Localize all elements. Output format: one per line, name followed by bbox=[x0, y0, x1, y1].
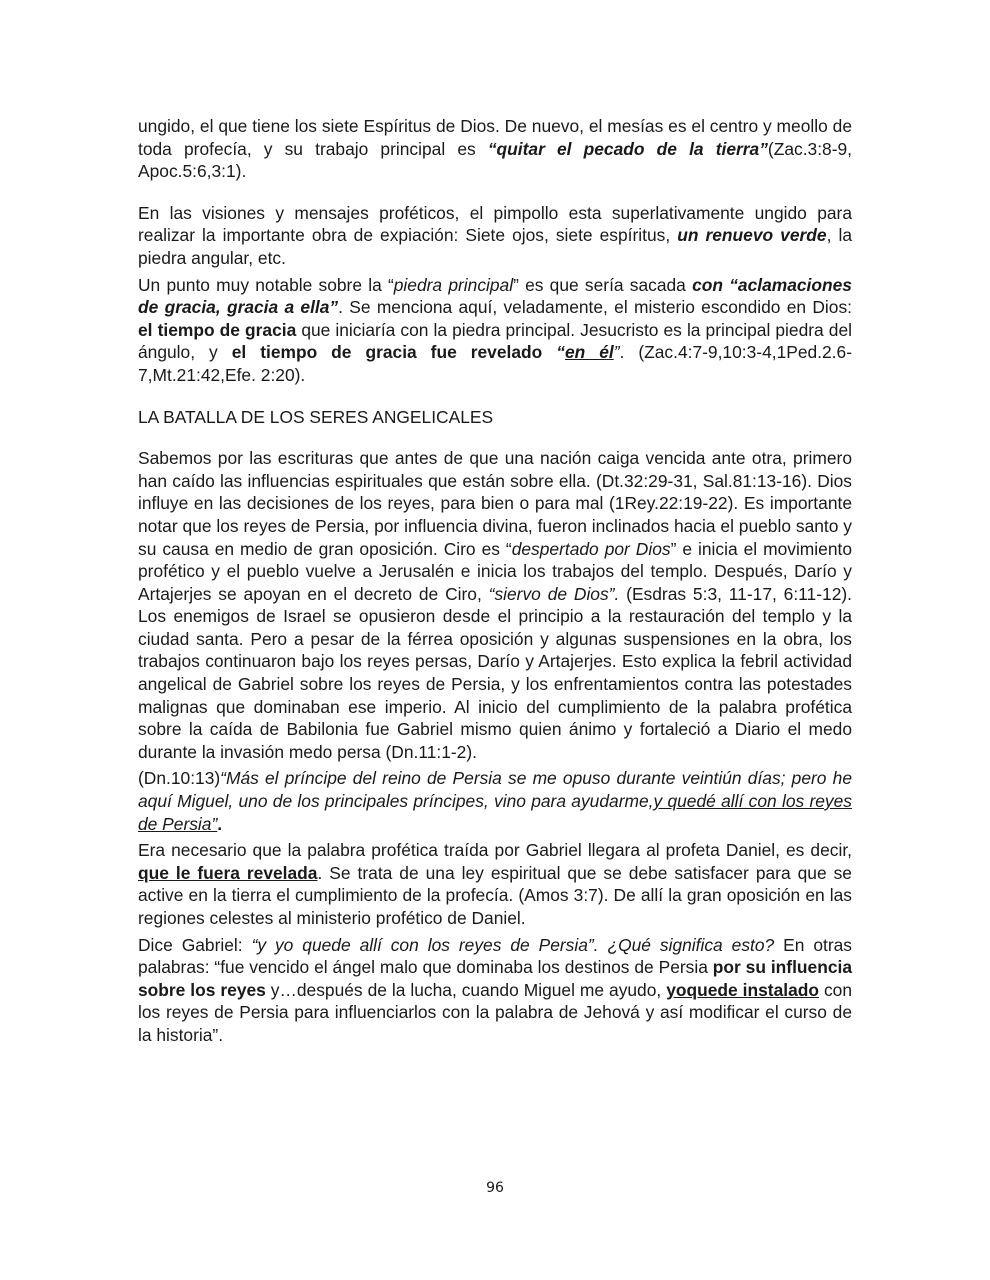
underlined-emphasis: en él bbox=[564, 342, 614, 363]
italic-text: “y yo quede allí con los reyes de Persia”. ¿Qué significa esto? bbox=[251, 934, 775, 955]
text-run: con los reyes de Persia para influenciarlos con la palabra de Jehová y así modificar el curso de la historia”. bbox=[138, 979, 853, 1045]
text-run: y…después de la lucha, cuando Miguel me ayudo, bbox=[265, 979, 667, 1000]
emphasis-quote: con “aclamaciones de gracia, gracia a ella” bbox=[138, 274, 852, 318]
italic-text: “siervo de Dios”. bbox=[488, 583, 620, 604]
paragraph bbox=[138, 839, 852, 929]
bold-text: el tiempo de gracia bbox=[138, 319, 297, 340]
emphasis-quote: “quitar el pecado de la tierra” bbox=[487, 138, 768, 159]
text-run: En otras palabras: “fue vencido el ángel malo que dominaba los destinos de Persia bbox=[138, 934, 852, 978]
text-run: ” es que sería sacada bbox=[513, 274, 693, 295]
paragraph bbox=[138, 274, 852, 387]
bold-text: . bbox=[217, 813, 223, 834]
bold-text: por su influencia sobre los reyes bbox=[138, 957, 852, 1000]
text-run: En las visiones y mensajes proféticos, el pimpollo esta superlativamente ungido para realizar la importante obra de expiación: Siete ojos, siete espíritus, bbox=[138, 202, 852, 246]
text-run: Dice Gabriel: bbox=[138, 934, 252, 955]
text-run: Sabemos por las escrituras que antes de que una nación caiga vencida ante otra, primero han caído las influencias espirituales que están sobre ella. (Dt.32:29-31, Sal.81:13-16). Dios influye en las decisiones de los reyes, para bien o para mal (1Rey.22:19-22). Es importante notar que los reyes de Persia, por influencia divina, fueron inclinados hacia el pueblo santo y su causa en medio de gran oposición. Ciro es “ bbox=[138, 448, 852, 559]
text-run: ungido, el que tiene los siete Espíritus de Dios. De nuevo, el mesías es el centro y meollo de toda profecía, y su trabajo principal es bbox=[138, 116, 852, 159]
underlined-quote: y quedé allí con los reyes de Persia” bbox=[138, 791, 852, 834]
text-run: . (Zac.4:7-9,10:3-4,1Ped.2.6-7,Mt.21:42,Efe. 2:20). bbox=[138, 342, 852, 385]
italic-text: despertado por Dios bbox=[511, 538, 671, 559]
text-run: (Dn.10:13) bbox=[138, 768, 221, 789]
paragraph bbox=[138, 115, 852, 183]
quote-mark: ” bbox=[613, 342, 620, 363]
paragraph bbox=[138, 934, 852, 1047]
text-run: ” e inicia el movimiento profético y el pueblo vuelve a Jerusalén e inicia los trabajos del templo. Después, Darío y Artajerjes se apoyan en el decreto de Ciro, bbox=[138, 538, 853, 604]
italic-quote: “Más el príncipe del reino de Persia se me opuso durante veintiún días; pero he aquí Miguel, uno de los principales príncipes, vino para ayudarme, bbox=[138, 768, 852, 812]
text-run: (Zac.3:8-9, Apoc.5:6,3:1). bbox=[138, 138, 852, 182]
underlined-bold-text: yoquede instalado bbox=[666, 979, 820, 1000]
page-number: 96 bbox=[486, 1180, 504, 1196]
emphasis-text: un renuevo verde bbox=[677, 225, 827, 246]
paragraph bbox=[138, 447, 852, 763]
text-run: . Se trata de una ley espiritual que se debe satisfacer para que se active en la tierra el cumplimiento de la profecía. (Amos 3:7). De allí la gran oposición en las regiones celestes al ministerio profético de Daniel. bbox=[138, 862, 852, 928]
text-run: que iniciaría con la piedra principal. Jesucristo es la principal piedra del ángulo, y bbox=[138, 319, 852, 363]
paragraph bbox=[138, 202, 852, 270]
text-run: Un punto muy notable sobre la “ bbox=[138, 274, 394, 295]
document-page bbox=[138, 115, 852, 1047]
text-run: , la piedra angular, etc. bbox=[138, 225, 852, 268]
quote-mark: “ bbox=[556, 342, 565, 363]
section-heading: LA BATALLA DE LOS SERES ANGELICALES bbox=[138, 406, 494, 427]
underlined-bold-text: que le fuera revelada bbox=[138, 862, 318, 883]
text-run: . Se menciona aquí, veladamente, el misterio escondido en Dios: bbox=[338, 297, 852, 318]
italic-text: piedra principal bbox=[393, 274, 514, 295]
bold-text: el tiempo de gracia fue revelado bbox=[231, 342, 557, 363]
text-run: Era necesario que la palabra profética traída por Gabriel llegara al profeta Daniel, es decir, bbox=[138, 840, 852, 861]
text-run: (Esdras 5:3, 11-17, 6:11-12). Los enemigos de Israel se opusieron desde el principio a la restauración del templo y la ciudad santa. Pero a pesar de la férrea oposición y algunas suspensiones en la obra, los trabajos continuaron bajo los reyes persas, Darío y Artajerjes. Esto explica la febril actividad angelical de Gabriel sobre los reyes de Persia, y los enfrentamientos contra las potestades malignas que dominaban ese imperio. Al inicio del cumplimiento de la palabra profética sobre la caída de Babilonia fue Gabriel mismo quien ánimo y fortaleció a Diario el medo durante la invasión medo persa (Dn.11:1-2). bbox=[138, 583, 852, 762]
paragraph bbox=[138, 767, 852, 835]
